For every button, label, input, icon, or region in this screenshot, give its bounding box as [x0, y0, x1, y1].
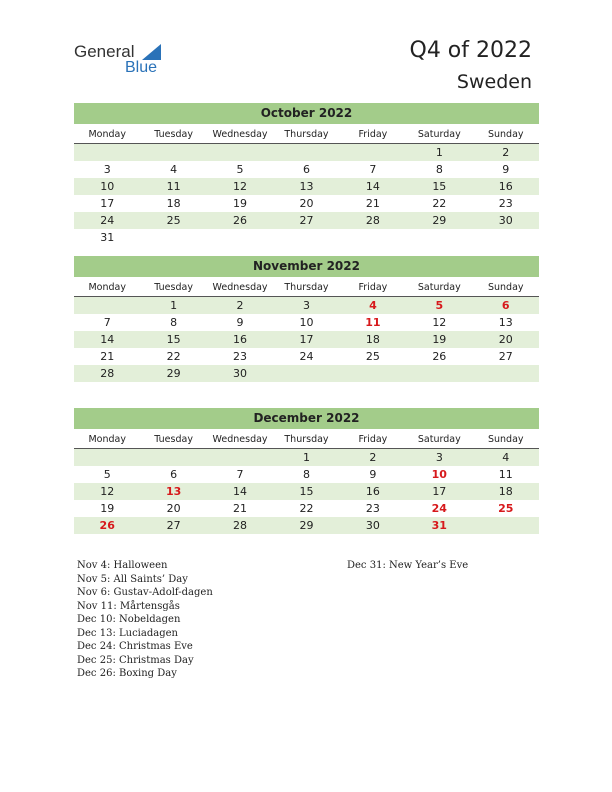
day-cell: 24 [299, 350, 314, 363]
day-cell: 1 [302, 451, 310, 464]
day-cell: 23 [498, 197, 513, 210]
logo-word-blue: Blue [125, 59, 158, 76]
day-cell: 8 [435, 163, 443, 176]
weekday-label: Sunday [487, 282, 524, 293]
day-cell: 3 [103, 163, 111, 176]
weekday-header-row [74, 127, 539, 144]
day-cell: 8 [170, 316, 178, 329]
day-cell: 9 [236, 316, 244, 329]
holiday-note: Dec 13: Luciadagen [77, 627, 178, 639]
weekday-label: Thursday [284, 434, 329, 445]
day-cell: 24 [100, 214, 115, 227]
week-row [74, 144, 539, 161]
holiday-date: 6 [501, 299, 510, 312]
week-row [74, 449, 539, 466]
weekday-label: Saturday [417, 129, 461, 140]
day-cell [473, 229, 539, 246]
weekday-label: Monday [88, 282, 126, 293]
day-cell: 21 [233, 502, 248, 515]
day-cell [340, 144, 406, 161]
day-cell: 25 [166, 214, 181, 227]
holiday-date: 10 [431, 468, 447, 481]
day-cell [207, 144, 273, 161]
day-cell: 17 [299, 333, 314, 346]
week-row [74, 517, 539, 534]
day-cell: 15 [299, 485, 314, 498]
holiday-note: Nov 11: Mårtensgås [77, 600, 180, 612]
day-cell: 17 [100, 197, 115, 210]
day-cell: 16 [365, 485, 380, 498]
month-october [74, 103, 539, 246]
day-cell: 27 [299, 214, 314, 227]
day-cell: 23 [233, 350, 248, 363]
day-cell: 20 [498, 333, 513, 346]
week-row [74, 297, 539, 314]
month-title: October 2022 [74, 103, 539, 124]
weekday-label: Monday [88, 129, 126, 140]
weekday-label: Friday [358, 434, 388, 445]
day-cell: 5 [236, 163, 244, 176]
day-cell: 7 [236, 468, 244, 481]
holiday-date: 5 [435, 299, 444, 312]
day-cell: 29 [166, 367, 181, 380]
day-cell: 2 [369, 451, 377, 464]
holiday-note: Nov 6: Gustav-Adolf-dagen [77, 587, 213, 598]
day-cell: 9 [369, 468, 377, 481]
day-cell: 28 [233, 519, 248, 532]
holiday-note: Nov 4: Halloween [77, 560, 168, 571]
day-cell [207, 229, 273, 246]
day-cell [473, 517, 539, 534]
day-cell: 1 [435, 146, 443, 159]
day-cell: 25 [365, 350, 380, 363]
day-cell [74, 449, 140, 466]
weekday-label: Thursday [284, 129, 329, 140]
holiday-date: 25 [498, 502, 514, 515]
day-cell: 1 [170, 299, 178, 312]
weekday-label: Saturday [417, 434, 461, 445]
day-cell: 20 [299, 197, 314, 210]
day-cell: 22 [166, 350, 181, 363]
month-december [74, 408, 539, 534]
day-cell: 7 [103, 316, 111, 329]
day-cell: 14 [233, 485, 248, 498]
day-cell: 3 [435, 451, 443, 464]
day-cell [140, 449, 206, 466]
day-cell: 26 [432, 350, 447, 363]
weekday-label: Friday [358, 282, 388, 293]
day-cell: 2 [502, 146, 510, 159]
day-cell: 19 [432, 333, 447, 346]
holiday-note: Dec 25: Christmas Day [77, 654, 194, 666]
day-cell: 9 [502, 163, 510, 176]
holiday-date: 26 [99, 519, 115, 532]
day-cell: 22 [432, 197, 447, 210]
day-cell: 12 [432, 316, 447, 329]
day-cell [340, 365, 406, 382]
holiday-note: Dec 26: Boxing Day [77, 668, 177, 679]
week-row [74, 195, 539, 212]
holiday-date: 11 [365, 316, 381, 329]
day-cell [273, 229, 339, 246]
weekday-label: Wednesday [212, 129, 268, 140]
weekday-label: Tuesday [154, 129, 193, 140]
holiday-notes-left [77, 559, 213, 681]
day-cell: 31 [100, 231, 115, 244]
holiday-date: 13 [165, 485, 182, 498]
day-cell: 5 [103, 468, 111, 481]
day-cell: 13 [498, 316, 513, 329]
day-cell: 22 [299, 502, 314, 515]
weekday-header-row [74, 432, 539, 449]
day-cell: 18 [498, 485, 513, 498]
day-cell: 20 [166, 502, 181, 515]
day-cell [273, 144, 339, 161]
weekday-label: Wednesday [212, 434, 268, 445]
weekday-label: Sunday [487, 434, 524, 445]
weekday-label: Friday [358, 129, 388, 140]
day-cell: 15 [166, 333, 181, 346]
day-cell: 21 [100, 350, 115, 363]
day-cell: 2 [236, 299, 244, 312]
weekday-header-row [74, 280, 539, 297]
generalblue-logo [74, 42, 174, 78]
day-cell: 27 [498, 350, 513, 363]
day-cell: 17 [432, 485, 447, 498]
day-cell: 10 [299, 316, 314, 329]
holiday-notes-right [347, 559, 468, 573]
month-november [74, 256, 539, 382]
weekday-label: Tuesday [154, 282, 193, 293]
weekday-label: Monday [88, 434, 126, 445]
day-cell: 18 [166, 197, 181, 210]
day-cell: 29 [299, 519, 314, 532]
holiday-date: 24 [431, 502, 447, 515]
week-row [74, 161, 539, 178]
country-name: Sweden [456, 71, 532, 93]
day-cell: 19 [233, 197, 248, 210]
day-cell: 14 [100, 333, 115, 346]
day-cell: 12 [233, 180, 248, 193]
weekday-label: Wednesday [212, 282, 268, 293]
day-cell: 28 [100, 367, 115, 380]
weekday-label: Sunday [487, 129, 524, 140]
day-cell: 4 [170, 163, 178, 176]
holiday-note: Dec 10: Nobeldagen [77, 614, 181, 625]
day-cell: 15 [432, 180, 447, 193]
month-title: December 2022 [74, 408, 539, 429]
day-cell: 28 [365, 214, 380, 227]
day-cell [140, 229, 206, 246]
day-cell: 29 [432, 214, 447, 227]
day-cell [74, 297, 140, 314]
day-cell: 27 [166, 519, 181, 532]
day-cell: 30 [365, 519, 380, 532]
day-cell: 18 [365, 333, 380, 346]
day-cell [473, 365, 539, 382]
day-cell: 3 [302, 299, 310, 312]
week-row [74, 314, 539, 331]
day-cell [406, 365, 472, 382]
page-title: Q4 of 2022 [409, 38, 532, 63]
weekday-label: Thursday [284, 282, 329, 293]
day-cell: 8 [302, 468, 310, 481]
week-row [74, 466, 539, 483]
day-cell: 21 [365, 197, 380, 210]
day-cell: 11 [498, 468, 513, 481]
day-cell: 13 [299, 180, 314, 193]
holiday-note: Dec 24: Christmas Eve [77, 641, 193, 652]
logo-word-general: General [74, 42, 135, 61]
weekday-label: Tuesday [154, 434, 193, 445]
month-title: November 2022 [74, 256, 539, 277]
day-cell: 26 [233, 214, 248, 227]
day-cell: 4 [502, 451, 510, 464]
day-cell [406, 229, 472, 246]
week-row [74, 212, 539, 229]
day-cell: 16 [233, 333, 248, 346]
day-cell [140, 144, 206, 161]
weekday-label: Saturday [417, 282, 461, 293]
day-cell [207, 449, 273, 466]
day-cell: 6 [302, 163, 310, 176]
day-cell: 6 [170, 468, 178, 481]
day-cell: 19 [100, 502, 115, 515]
day-cell: 23 [365, 502, 380, 515]
week-row [74, 500, 539, 517]
holiday-note: Dec 31: New Year’s Eve [347, 560, 469, 571]
day-cell: 30 [233, 367, 248, 380]
holiday-date: 4 [369, 299, 377, 312]
week-row [74, 483, 539, 500]
week-row [74, 348, 539, 365]
day-cell: 30 [498, 214, 513, 227]
holiday-note: Nov 5: All Saints’ Day [77, 573, 188, 585]
week-row [74, 365, 539, 382]
day-cell: 7 [369, 163, 377, 176]
day-cell: 16 [498, 180, 513, 193]
week-row [74, 331, 539, 348]
day-cell: 11 [166, 180, 181, 193]
day-cell: 14 [365, 180, 380, 193]
week-row [74, 178, 539, 195]
week-row [74, 229, 539, 246]
day-cell: 12 [100, 485, 115, 498]
day-cell [340, 229, 406, 246]
day-cell: 10 [100, 180, 115, 193]
logo-triangle-icon [142, 44, 161, 60]
day-cell [74, 144, 140, 161]
holiday-date: 31 [431, 519, 447, 532]
day-cell [273, 365, 339, 382]
